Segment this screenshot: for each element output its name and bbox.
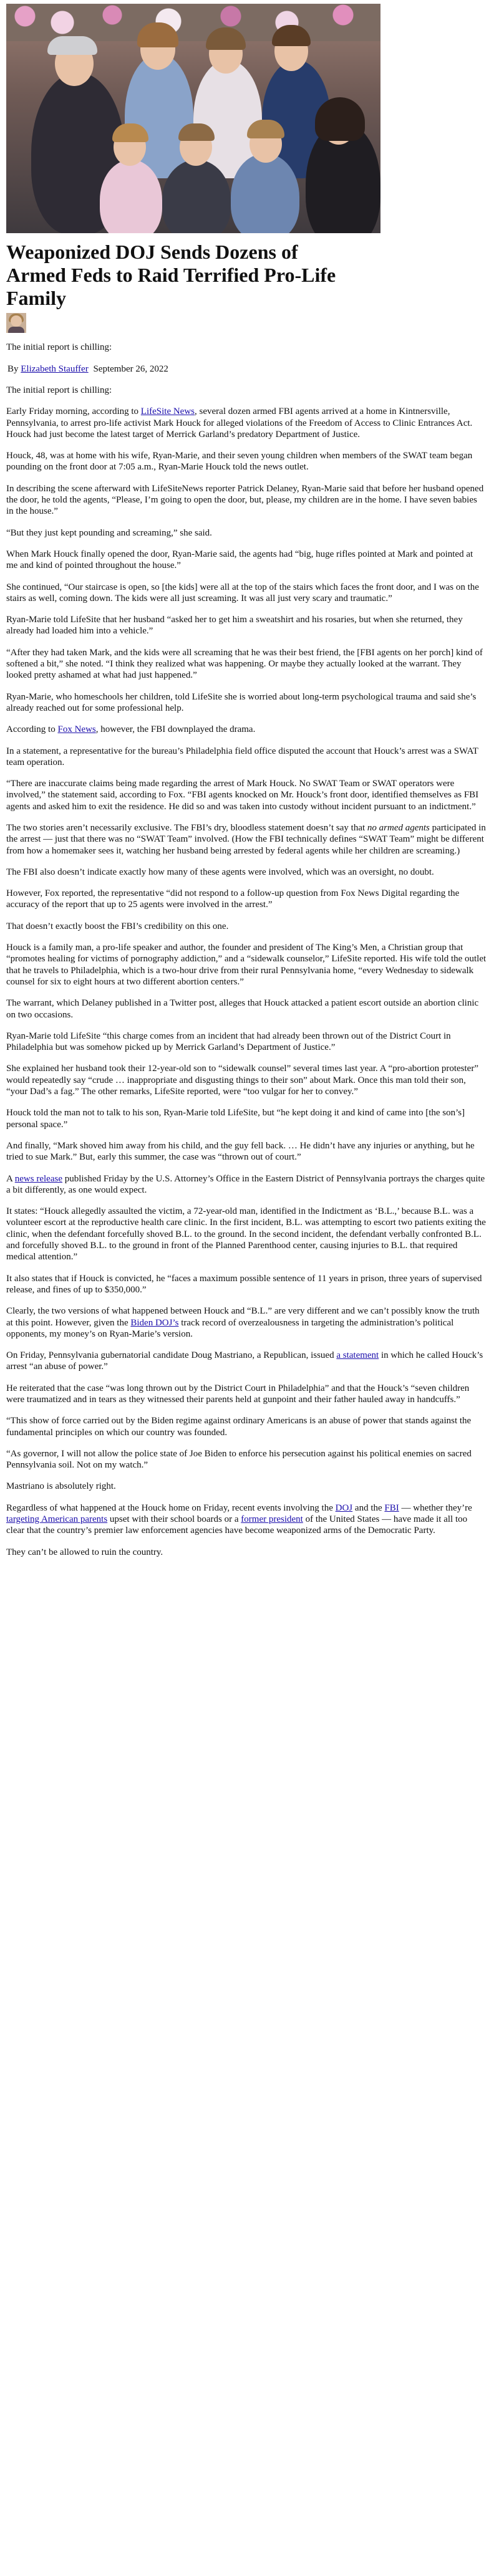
- article-page: [0, 4, 499, 1575]
- byline: By Elizabeth Stauffer September 26, 2022: [7, 363, 168, 374]
- paragraph: That doesn’t exactly boost the FBI’s credibility on this one.: [6, 921, 229, 931]
- paragraph: She continued, “Our staircase is open, so [the kids] were all at the top of the stairs which faces the front door, and I was on the stairs as well, coming down. The kids were all just screaming. It was all just very scary and traumatic.”: [6, 582, 479, 603]
- paragraph: A news release published Friday by the U.S. Attorney’s Office in the Eastern District of Pennsylvania portrays the charges quite a bit differently, as one would expect.: [6, 1173, 485, 1195]
- paragraph: And finally, “Mark shoved him away from his child, and the guy fell back. … He didn’t have any injuries or anything, but he tried to sue Mark.” But, early this summer, the case was “thrown out of court.”: [6, 1140, 475, 1163]
- paragraph: When Mark Houck finally opened the door, Ryan-Marie said, the agents had “big, huge rifles pointed at Mark and pointed at me and kind of pointed throughout the house.”: [6, 549, 473, 571]
- paragraph: Ryan-Marie told LifeSite that her husband “asked her to get him a sweatshirt and his rosaries, but when she returned, they already had loaded him into a vehicle.”: [6, 615, 463, 637]
- article-title: Weaponized DOJ Sends Dozens of Armed Feds to Raid Terrified Pro-Life Family: [6, 241, 336, 309]
- paragraph: On Friday, Pennsylvania gubernatorial candidate Doug Mastriano, a Republican, issued a statement in which he called Houck’s arrest “an abuse of power.”: [6, 1350, 483, 1372]
- paragraph: The FBI also doesn’t indicate exactly how many of these agents were involved, which was an oversight, no doubt.: [6, 867, 434, 877]
- paragraph: Ryan-Marie, who homeschools her children, told LifeSite she is worried about long-term psychological trauma and said she’s already reached out for some professional help.: [6, 691, 477, 713]
- family-photo: [6, 4, 380, 233]
- paragraph: It states: “Houck allegedly assaulted the victim, a 72-year-old man, identified in the Indictment as ‘B.L.,’ because B.L. was a volunteer escort at the reproductive health care clinic. In the first incident, B.L. was attempting to escort two patients exiting the clinic, when the defendant forcefully shoved B.L. to the ground. In the second incident, the defendant verbally confronted B.L. and forcefully shoved B.L. to the ground in front of the Planned Parenthood center, causing injuries to B.L. that required medical attention.”: [6, 1206, 486, 1262]
- doj-link[interactable]: DOJ: [335, 1502, 353, 1513]
- paragraph: Houck is a family man, a pro-life speaker and author, the founder and president of The King’s Men, a Christian group that “promotes healing for victims of pornography addiction,” and a “sidewalk counselor,” LifeSite reported. His wife told the outlet that he travels to Philadelphia, which is a two-hour drive from their rural Pennsylvania home, “every Wednesday to sidewalk counsel for six to eight hours at two different abortion centers.”: [6, 943, 487, 987]
- paragraph: The two stories aren’t necessarily exclusive. The FBI’s dry, bloodless statement doesn’t say that no armed agents participated in the arrest — just that there was no “SWAT Team” involved. (How the FBI technically defines “SWAT Team” might be different from how a homemaker sees it, watching her husband being arrested by federal agents while her children are screaming.): [6, 823, 486, 856]
- paragraph: However, Fox reported, the representative “did not respond to a follow-up question from Fox News Digital regarding the accuracy of the report that up to 25 agents were involved in the arrest.”: [6, 888, 460, 910]
- intro-line-repeat: The initial report is chilling:: [6, 385, 112, 395]
- paragraph: Mastriano is absolutely right.: [6, 1481, 116, 1492]
- paragraph: The warrant, which Delaney published in a Twitter post, alleges that Houck attacked a patient escort outside an abortion clinic on two occasions.: [6, 998, 479, 1020]
- paragraph: “As governor, I will not allow the police state of Joe Biden to enforce his persecution against his political enemies on sacred Pennsylvania soil. Not on my watch.”: [6, 1448, 472, 1471]
- author-avatar: [6, 313, 26, 333]
- easter-lilies-backdrop: [6, 4, 380, 41]
- paragraph: Ryan-Marie told LifeSite “this charge comes from an incident that had already been thrown out of the District Court in Philadelphia but was somehow picked up by Merrick Garland’s Department of Justice.”: [6, 1031, 451, 1053]
- paragraph: Houck told the man not to talk to his son, Ryan-Marie told LifeSite, but “he kept doing it and kind of came into [the son’s] personal space.”: [6, 1108, 465, 1130]
- paragraph: In describing the scene afterward with LifeSiteNews reporter Patrick Delaney, Ryan-Marie said that before her husband opened the door, he told the agents, “Please, I’m going to open the door, but, please, my children are in the home. I have seven babies in the house.”: [6, 483, 484, 517]
- paragraph: According to Fox News, however, the FBI downplayed the drama.: [6, 724, 256, 735]
- fbi-link[interactable]: FBI: [384, 1502, 399, 1513]
- paragraph: It also states that if Houck is convicted, he “faces a maximum possible sentence of 11 years in prison, three years of supervised release, and fines of up to $350,000.”: [6, 1273, 482, 1295]
- paragraph: She explained her husband took their 12-year-old son to “sidewalk counsel” several times last year. A “pro-abortion protester” would repeatedly say “crude … inappropriate and disgusting things to their son” about Mark. Once this man told their son, “your Dad’s a fag.” The other remarks, LifeSite reported, were “too vulgar for her to convey.”: [6, 1064, 478, 1097]
- paragraph: He reiterated that the case “was long thrown out by the District Court in Philadelphia” and that the Houck’s “seven children were traumatized and in tears as they witnessed their parents held at gunpoint and their father hauled away in handcuffs.”: [6, 1383, 470, 1405]
- biden-doj-link[interactable]: Biden DOJ’s: [130, 1317, 179, 1328]
- paragraph: “But they just kept pounding and screaming,” she said.: [6, 527, 212, 538]
- paragraph: In a statement, a representative for the bureau’s Philadelphia field office disputed the account that Houck’s arrest was a SWAT team operation.: [6, 746, 478, 767]
- paragraph: Clearly, the two versions of what happened between Houck and “B.L.” are very different and we can’t possibly know the truth at this point. However, given the Biden DOJ’s track record of overzealousness in targeting the administration’s political opponents, my money’s on Ryan-Marie’s version.: [6, 1306, 480, 1339]
- former-president-link[interactable]: former president: [241, 1514, 303, 1525]
- lifesite-news-link[interactable]: LifeSite News: [140, 406, 195, 417]
- paragraph: “This show of force carried out by the Biden regime against ordinary Americans is an abuse of power that stands against the fundamental principles on which our country was founded.: [6, 1416, 472, 1438]
- author-link[interactable]: Elizabeth Stauffer: [21, 363, 89, 374]
- paragraph: “There are inaccurate claims being made regarding the arrest of Mark Houck. No SWAT Team or SWAT operators were involved,” the statement said, according to Fox. “FBI agents knocked on Mr. Houck’s front door, identified themselves as FBI agents and asked him to exit the residence. He did so and was taken into custody without incident pursuant to an indictment.”: [6, 779, 479, 812]
- statement-link[interactable]: a statement: [336, 1350, 379, 1361]
- paragraph: Houck, 48, was at home with his wife, Ryan-Marie, and their seven young children when members of the SWAT team began pounding on the front door at 7:05 a.m., Ryan-Marie Houck told the news outlet.: [6, 451, 473, 473]
- publish-date: September 26, 2022: [93, 363, 168, 374]
- news-release-link[interactable]: news release: [14, 1173, 62, 1184]
- paragraph: They can’t be allowed to ruin the country.: [6, 1547, 163, 1557]
- paragraph: “After they had taken Mark, and the kids were all screaming that he was their best friend, the [FBI agents on her porch] kind of softened a bit,” she noted. “I think they realized what was happening. Or maybe they actually looked at the warrant. They looked pretty ashamed at what had just happened.”: [6, 647, 483, 681]
- targeting-parents-link[interactable]: targeting American parents: [6, 1514, 108, 1525]
- intro-line: The initial report is chilling:: [6, 342, 112, 353]
- paragraph: Regardless of what happened at the Houck home on Friday, recent events involving the DOJ and the FBI — whether they’re targeting American parents upset with their school boards or a former president of the United States — have made it all too clear that the country’s premier law enforcement agencies have become weaponized arms of the Democratic Party.: [6, 1502, 472, 1536]
- fox-news-link[interactable]: Fox News: [57, 724, 96, 735]
- paragraph: Early Friday morning, according to LifeSite News, several dozen armed FBI agents arrived at a home in Kintnersville, Pennsylvania, to arrest pro-life activist Mark Houck for alleged violations of the Freedom of Access to Clinic Entrances Act. Houck had just become the latest target of Merrick Garland’s predatory Department of Justice.: [6, 406, 473, 440]
